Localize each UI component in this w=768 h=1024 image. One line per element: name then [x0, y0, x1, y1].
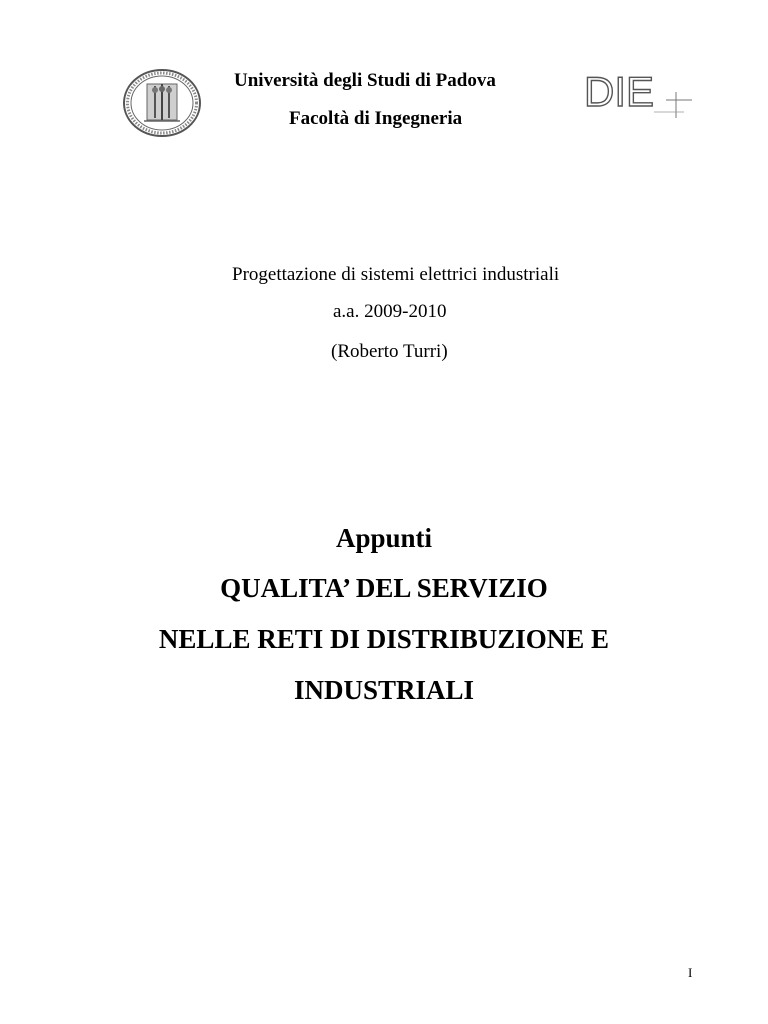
faculty-name: Facoltà di Ingegneria: [289, 108, 463, 129]
document-title-line-1: Appunti: [335, 523, 433, 553]
course-name: Progettazione di sistemi elettrici industriali: [232, 264, 560, 285]
academic-year: a.a. 2009-2010: [333, 301, 447, 322]
document-title-line-3: NELLE RETI DI DISTRIBUZIONE E: [158, 624, 610, 654]
university-seal-icon: [122, 68, 202, 138]
department-logo: [584, 66, 694, 122]
university-name: Università degli Studi di Padova: [234, 70, 496, 91]
document-title-line-2: QUALITA’ DEL SERVIZIO: [220, 573, 548, 603]
author-name: (Roberto Turri): [331, 341, 448, 362]
page-number: I: [688, 965, 693, 980]
department-logo-text: DIE: [584, 68, 655, 115]
document-title-line-4: INDUSTRIALI: [293, 675, 475, 705]
